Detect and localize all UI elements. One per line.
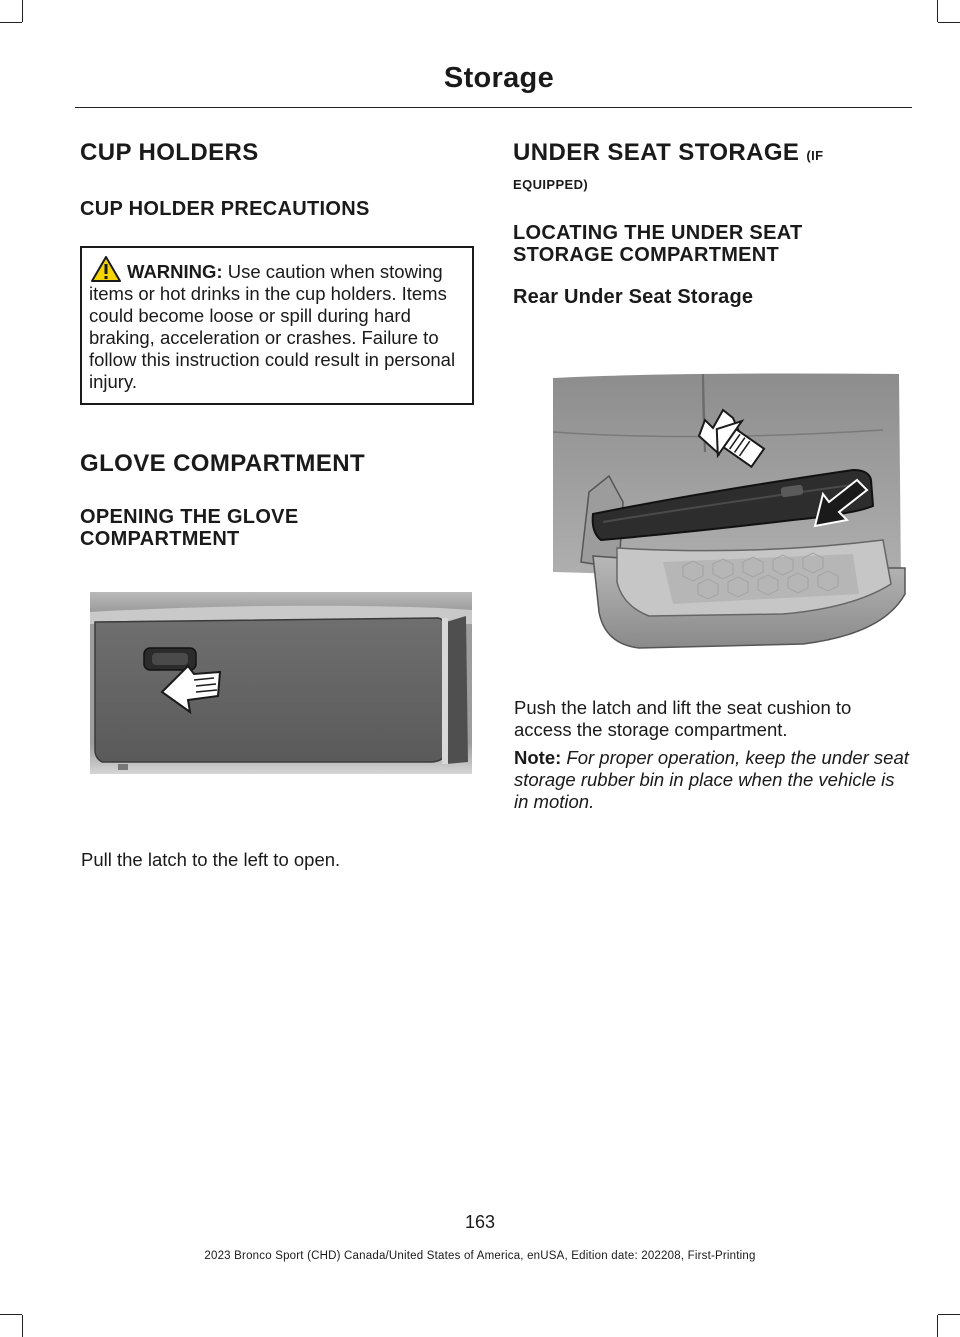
crop-mark [0, 1314, 22, 1315]
note-text: For proper operation, keep the under seat storage rubber bin in place when the vehicle is in motion. [514, 747, 909, 812]
crop-mark [22, 1315, 23, 1337]
cup-holders-heading: CUP HOLDERS [80, 139, 259, 166]
under-seat-heading-main: UNDER SEAT STORAGE [513, 139, 800, 166]
right-column [513, 140, 909, 309]
page-title: Storage [443, 62, 554, 94]
warning-triangle-icon [91, 256, 121, 282]
page-header [75, 62, 912, 108]
glove-compartment-heading: GLOVE COMPARTMENT [80, 450, 366, 478]
warning-box [80, 246, 474, 405]
left-column [80, 140, 474, 550]
push-latch-text: Push the latch and lift the seat cushion to access the storage compartment. [514, 697, 852, 740]
crop-mark [937, 1315, 938, 1337]
note-label: Note: [514, 747, 562, 768]
opening-glove-compartment-heading: OPENING THE GLOVE COMPARTMENT [80, 506, 299, 551]
locating-under-seat-heading: LOCATING THE UNDER SEAT STORAGE COMPARTMENT [513, 222, 803, 267]
warning-label: WARNING: [127, 261, 223, 283]
under-seat-note [514, 747, 910, 813]
crop-mark [22, 0, 23, 22]
under-seat-heading-suffix: (IF [806, 148, 824, 163]
crop-mark [0, 22, 22, 23]
crop-mark [937, 0, 938, 22]
glove-compartment-illustration [90, 592, 472, 774]
rear-under-seat-storage-heading: Rear Under Seat Storage [513, 286, 754, 309]
crop-mark [938, 22, 960, 23]
footer-text: 2023 Bronco Sport (CHD) Canada/United States of America, enUSA, Edition date: 202208, First-Printing [204, 1250, 756, 1262]
page-number: 163 [464, 1212, 496, 1232]
under-seat-heading-suffix2: EQUIPPED) [513, 177, 589, 193]
glove-caption: Pull the latch to the left to open. [81, 849, 341, 870]
warning-text: Use caution when stowing items or hot drinks in the cup holders. Items could become loose or spill during hard braking, acceleration or crashes. Failure to follow this instruction could result in personal injury. [89, 261, 456, 393]
under-seat-storage-illustration [553, 372, 909, 652]
crop-mark [938, 1314, 960, 1315]
under-seat-storage-heading [513, 140, 909, 165]
cup-holder-precautions-heading: CUP HOLDER PRECAUTIONS [80, 198, 370, 221]
